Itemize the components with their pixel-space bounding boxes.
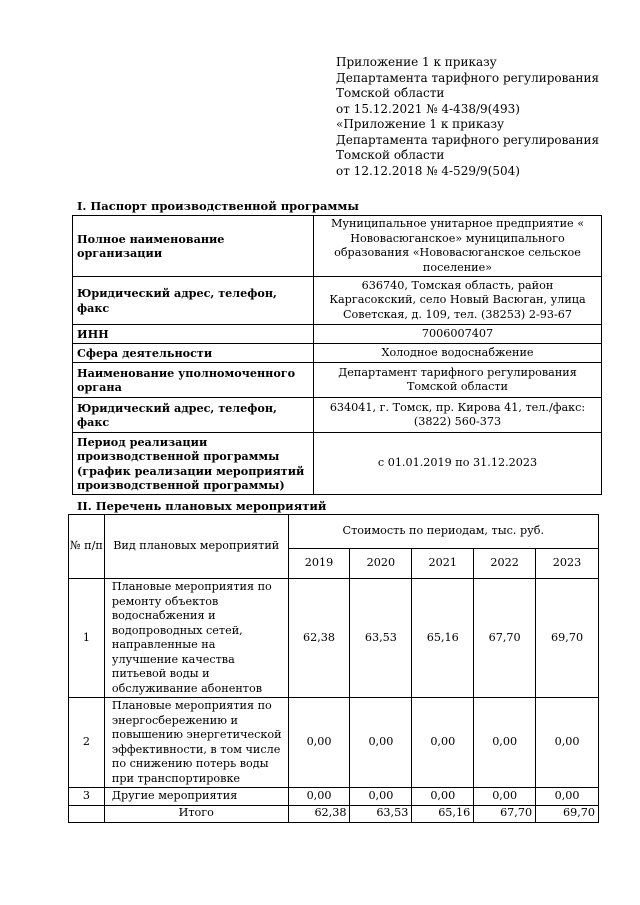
passport-value: 636740, Томская область, район Каргасокский, село Новый Васюган, улица Советская, д. 109, тел. (38253) 2-93-67: [314, 277, 602, 325]
passport-title: I. Паспорт производственной программы: [77, 199, 359, 213]
passport-label: Юридический адрес, телефон, факс: [73, 277, 314, 325]
year-header: 2023: [536, 549, 599, 579]
row-value: 69,70: [536, 579, 599, 698]
row-value: 0,00: [412, 698, 474, 788]
table-row: [69, 805, 599, 822]
appendix-header: [336, 55, 599, 179]
appendix-line: Департамента тарифного регулирования: [336, 132, 600, 147]
table-row: [69, 579, 599, 698]
plan-title: II. Перечень плановых мероприятий: [77, 499, 327, 513]
row-name: Другие мероприятия: [104, 788, 288, 806]
total-value: 62,38: [288, 805, 350, 822]
table-row: [73, 398, 602, 433]
year-header: 2021: [412, 549, 474, 579]
total-value: 63,53: [350, 805, 412, 822]
row-number: 1: [69, 579, 105, 698]
passport-label: ИНН: [73, 325, 314, 344]
passport-value: с 01.01.2019 по 31.12.2023: [314, 433, 602, 495]
row-value: 0,00: [536, 698, 599, 788]
total-empty-cell: [69, 805, 105, 822]
row-value: 63,53: [350, 579, 412, 698]
appendix-line: «Приложение 1 к приказу: [336, 117, 505, 131]
row-value: 0,00: [474, 788, 536, 806]
passport-label: Полное наименование организации: [73, 216, 314, 277]
total-value: 65,16: [412, 805, 474, 822]
row-value: 0,00: [350, 698, 412, 788]
passport-value: Департамент тарифного регулирования Томской области: [314, 363, 602, 398]
total-label: Итого: [104, 805, 288, 822]
total-value: 69,70: [536, 805, 599, 822]
table-row: [69, 698, 599, 788]
table-row: [73, 325, 602, 344]
row-value: 0,00: [288, 788, 350, 806]
row-name: Плановые мероприятия по энергосбережению и повышению энергетической эффективности, в том числе по снижению потерь воды при транспортировке: [104, 698, 288, 788]
passport-table: [72, 215, 602, 495]
row-value: 65,16: [412, 579, 474, 698]
total-value: 67,70: [474, 805, 536, 822]
year-header: 2022: [474, 549, 536, 579]
row-number: 2: [69, 698, 105, 788]
row-value: 0,00: [474, 698, 536, 788]
row-value: 0,00: [412, 788, 474, 806]
year-header: 2020: [350, 549, 412, 579]
table-row: [73, 433, 602, 495]
table-row: [73, 216, 602, 277]
table-row: [69, 515, 599, 549]
column-header-num: № п/п: [69, 515, 105, 579]
row-value: 0,00: [288, 698, 350, 788]
appendix-line: Томской области: [336, 86, 445, 100]
passport-value: Холодное водоснабжение: [314, 344, 602, 363]
appendix-line: от 15.12.2021 № 4-438/9(493): [336, 101, 520, 116]
passport-label: Период реализации производственной программы (график реализации мероприятий производственной программы): [73, 433, 314, 495]
table-row: [69, 788, 599, 806]
plan-table: [68, 514, 599, 823]
appendix-line: Департамента тарифного регулирования: [336, 70, 600, 85]
appendix-line: Томской области: [336, 148, 445, 162]
row-number: 3: [69, 788, 105, 806]
row-value: 0,00: [536, 788, 599, 806]
year-header: 2019: [288, 549, 350, 579]
row-name: Плановые мероприятия по ремонту объектов водоснабжения и водопроводных сетей, направленные на улучшение качества питьевой воды и обслуживание абонентов: [104, 579, 288, 698]
row-value: 62,38: [288, 579, 350, 698]
table-row: [73, 344, 602, 363]
passport-value: Муниципальное унитарное предприятие « Нововасюганское» муниципального образования «Нововасюганское сельское поселение»: [314, 216, 602, 277]
passport-value: 634041, г. Томск, пр. Кирова 41, тел./факс: (3822) 560-373: [314, 398, 602, 433]
passport-label: Сфера деятельности: [73, 344, 314, 363]
appendix-line: Приложение 1 к приказу: [336, 55, 497, 69]
row-value: 67,70: [474, 579, 536, 698]
passport-label: Юридический адрес, телефон, факс: [73, 398, 314, 433]
appendix-line: от 12.12.2018 № 4-529/9(504): [336, 163, 520, 178]
passport-label: Наименование уполномоченного органа: [73, 363, 314, 398]
column-header-cost: Стоимость по периодам, тыс. руб.: [288, 515, 598, 549]
row-value: 0,00: [350, 788, 412, 806]
passport-value: 7006007407: [314, 325, 602, 344]
table-row: [73, 277, 602, 325]
column-header-name: Вид плановых мероприятий: [104, 515, 288, 579]
table-row: [73, 363, 602, 398]
